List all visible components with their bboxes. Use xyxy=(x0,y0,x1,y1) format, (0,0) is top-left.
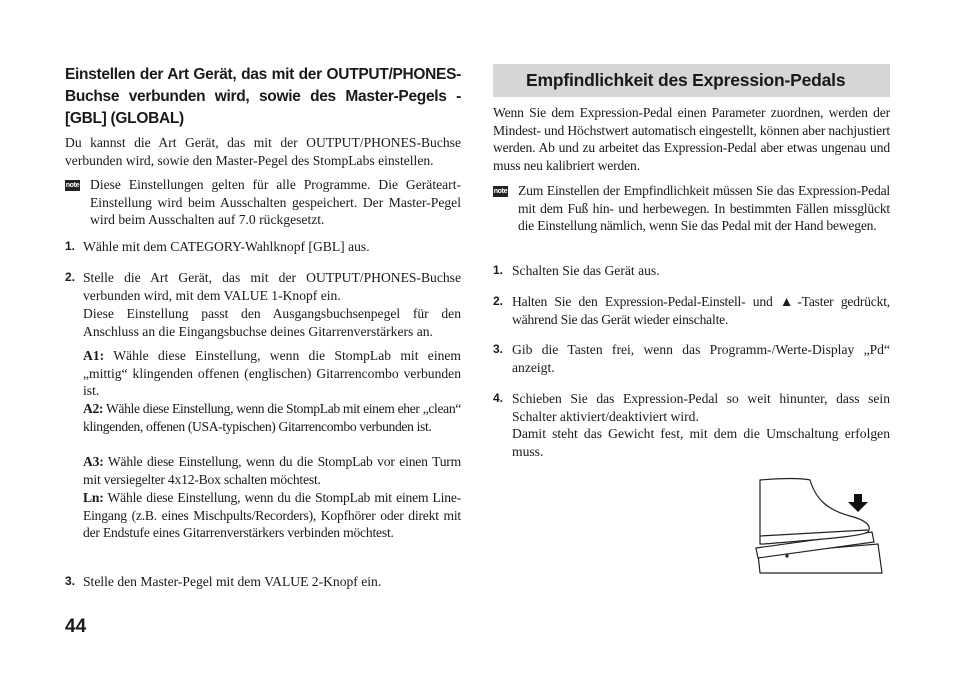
note-icon: note xyxy=(65,182,80,189)
step-subtext: Diese Einstellung passt den Ausgangsbuchsenpegel für den Anschluss an die Eingangsbuchse deines Gitarrenverstärkers an. xyxy=(83,306,461,339)
step-text: Gib die Tasten frei, wenn das Programm-/Werte-Display „Pd“ anzeigt. xyxy=(512,342,890,375)
page-number: 44 xyxy=(65,616,87,637)
option-text: Wähle diese Einstellung, wenn die StompLab mit einem eher „clean“ klingenden, offenen (USA-typischen) Gitarrencombo verbunden ist. xyxy=(83,401,461,434)
note-text: Zum Einstellen der Empfindlichkeit müssen Sie das Expression-Pedal mit dem Fuß hin- und herbewegen. In bestimmten Fällen missglückt die Einstellung nämlich, wenn Sie das Pedal mit der Hand bewegen. xyxy=(518,183,890,234)
option-key: A2: xyxy=(83,401,104,416)
step-text: Stelle die Art Gerät, das mit der OUTPUT/PHONES-Buchse verbunden wird, mit dem VALUE 1-Knopf ein. xyxy=(83,270,461,303)
foot-on-pedal-illustration xyxy=(750,474,886,576)
step-number: 4. xyxy=(493,391,504,405)
option-key: Ln: xyxy=(83,490,104,505)
step-number: 1. xyxy=(493,263,504,277)
intro-paragraph: Wenn Sie dem Expression-Pedal einen Parameter zuordnen, werden der Mindest- und Höchstwert automatisch eingestellt, können aber nachjustiert werden. Ab und zu arbeitet das Expression-Pedal aber etwas ungenau und muss neu kalibriert werden. xyxy=(493,105,890,174)
note-text: Diese Einstellungen gelten für alle Programme. Die Geräteart-Einstellung wird beim Ausschalten gespeichert. Der Master-Pegel wird beim Ausschalten auf 7.0 rückgesetzt. xyxy=(90,177,461,228)
step-number: 2. xyxy=(493,294,504,308)
step-text: Schalten Sie das Gerät aus. xyxy=(512,263,660,278)
down-arrow-icon xyxy=(848,494,868,512)
step-number: 3. xyxy=(65,574,76,588)
option-text: Wähle diese Einstellung, wenn du die StompLab vor einen Turm mit versiegelter 4x12-Box schalten möchtest. xyxy=(83,454,461,487)
step-number: 1. xyxy=(65,239,76,253)
option-ln xyxy=(83,489,461,542)
intro-paragraph: Du kannst die Art Gerät, das mit der OUTPUT/PHONES-Buchse verbunden wird, sowie den Master-Pegel des StompLabs einstellen. xyxy=(65,135,461,168)
option-key: A1: xyxy=(83,348,105,363)
step-text: Schieben Sie das Expression-Pedal so weit hinunter, dass sein Schalter aktiviert/deaktiviert wird. xyxy=(512,391,890,424)
option-key: A3: xyxy=(83,454,104,469)
step-number: 2. xyxy=(65,270,76,284)
section-heading-expression-pedal: Empfindlichkeit des Expression-Pedals xyxy=(493,64,890,97)
option-text: Wähle diese Einstellung, wenn die StompLab mit einem „mittig“ klingenden offenen (englischen) Gitarrencombo verbunden ist. xyxy=(83,348,461,399)
section-heading-global: Einstellen der Art Gerät, das mit der OUTPUT/PHONES-Buchse verbunden wird, sowie des Master-Pegels - [GBL] (GLOBAL) xyxy=(65,66,461,127)
option-a1 xyxy=(83,347,461,400)
option-a3 xyxy=(83,453,461,488)
step-text: Halten Sie den Expression-Pedal-Einstell- und ▲-Taster gedrückt, während Sie das Gerät wieder einschalte. xyxy=(512,294,890,327)
step-text: Stelle den Master-Pegel mit dem VALUE 2-Knopf ein. xyxy=(83,574,382,589)
option-a2 xyxy=(83,400,461,435)
note-icon: note xyxy=(493,188,508,195)
step-subtext: Damit steht das Gewicht fest, mit dem die Umschaltung erfolgen muss. xyxy=(512,426,890,459)
option-text: Wähle diese Einstellung, wenn du die StompLab mit einem Line-Eingang (z.B. eines Mischpults/Recorders), Kopfhörer oder direkt mit der Endstufe eines Gitarrenverstärkers verbinden möchtest. xyxy=(83,490,461,541)
step-number: 3. xyxy=(493,342,504,356)
step-text: Wähle mit dem CATEGORY-Wahlknopf [GBL] aus. xyxy=(83,239,370,254)
